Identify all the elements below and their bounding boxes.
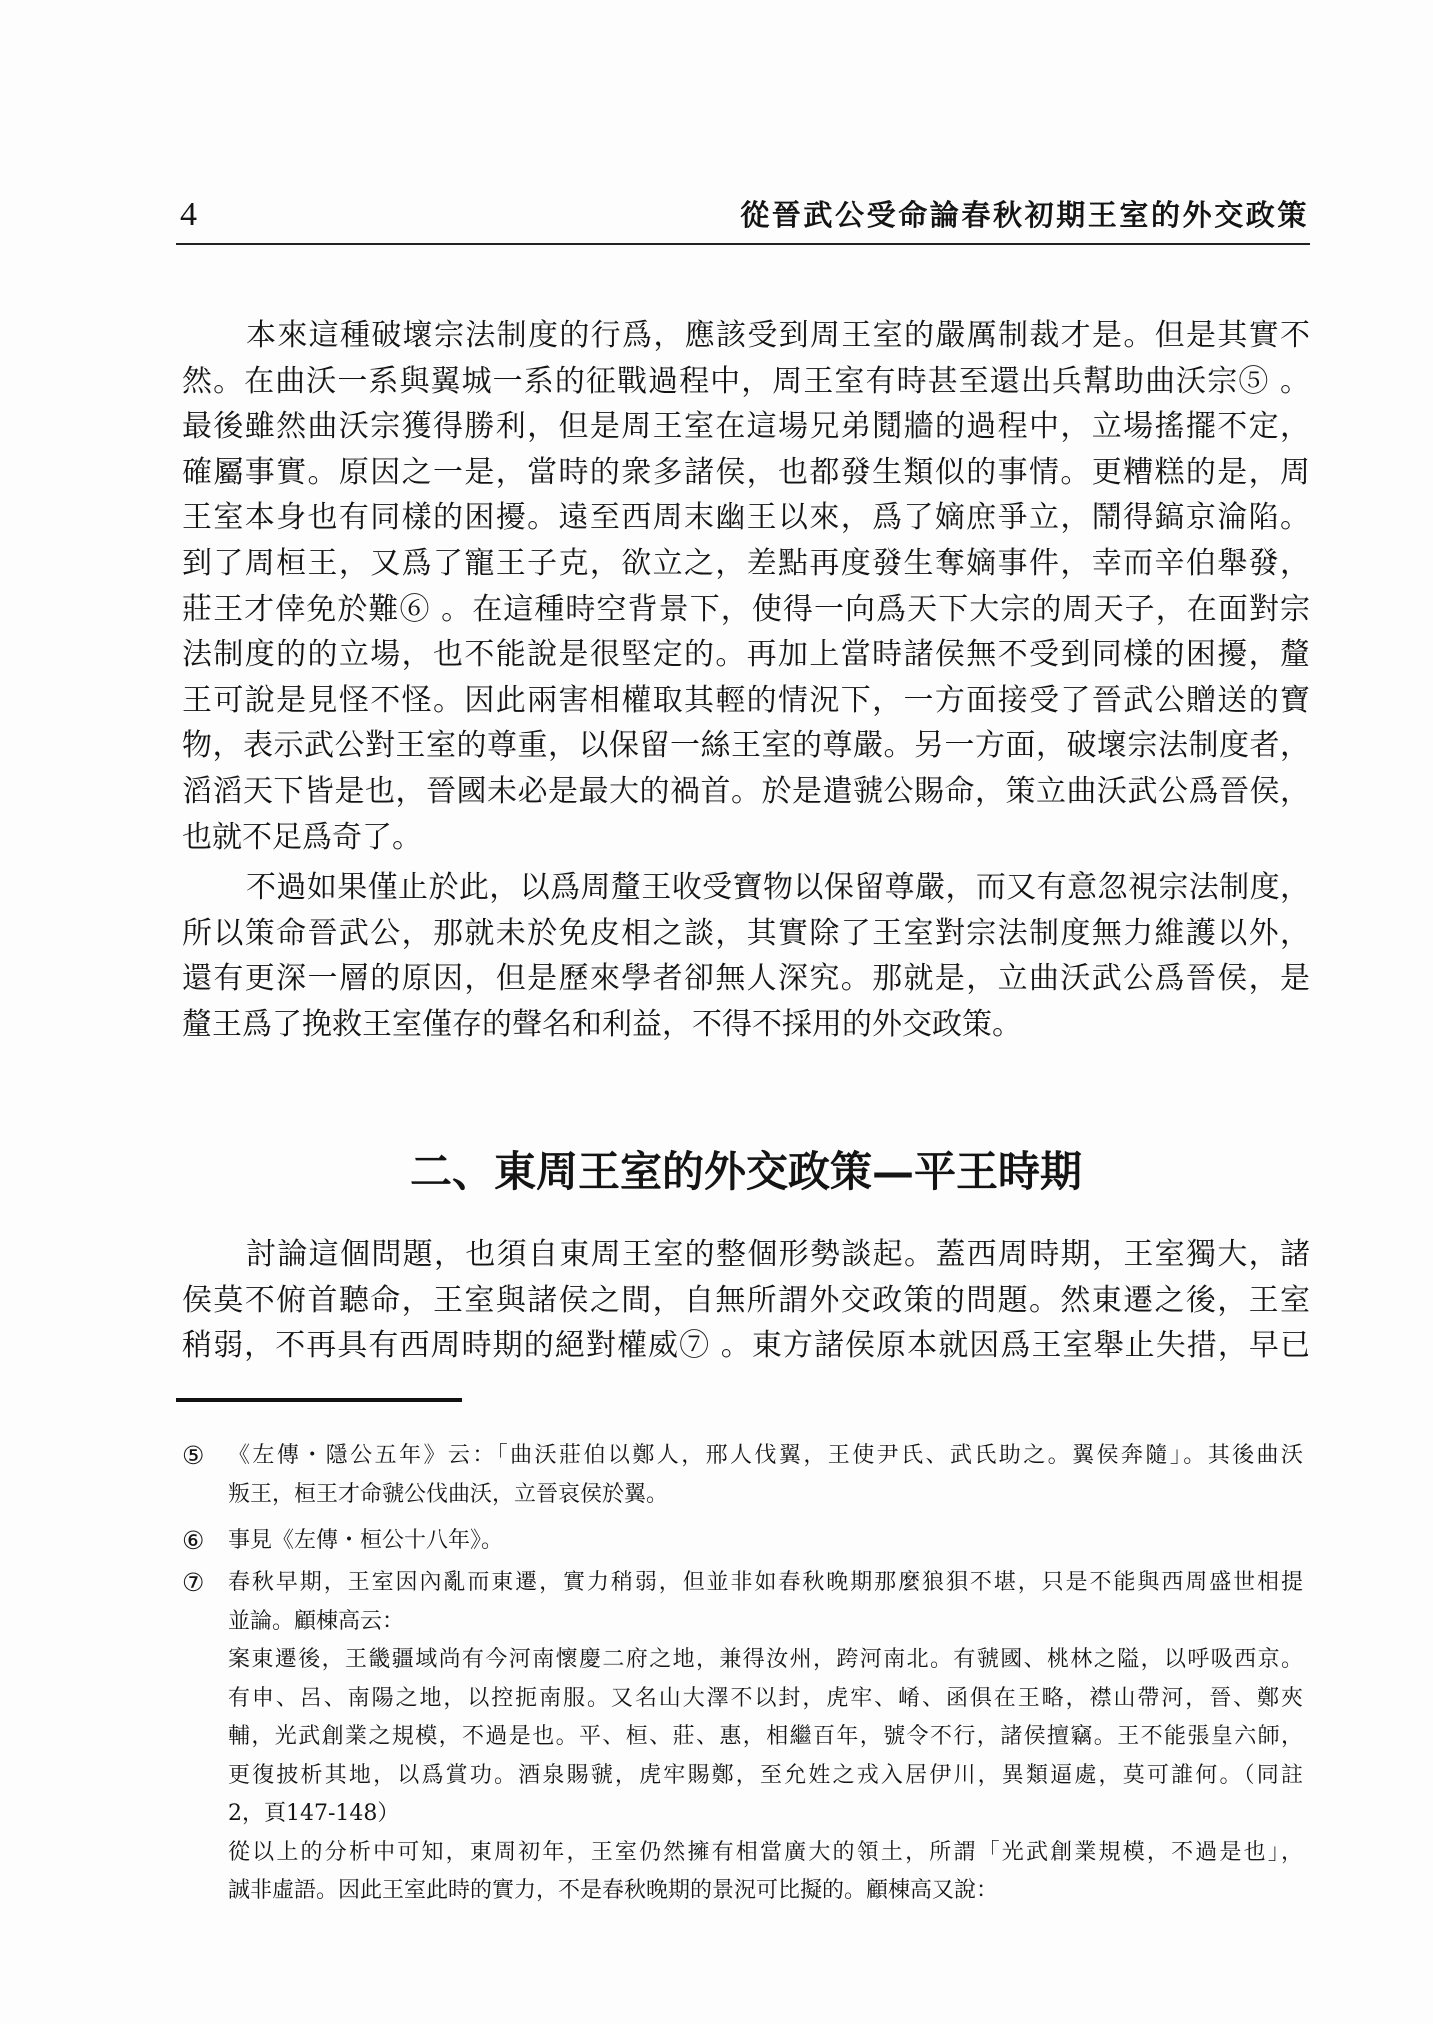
body-line: 所以策命晉武公，那就未於免皮相之談，其實除了王室對宗法制度無力維護以外， xyxy=(182,915,1310,951)
body-line: 最後雖然曲沃宗獲得勝利，但是周王室在這場兄弟鬩牆的過程中，立場搖擺不定， xyxy=(182,409,1310,445)
body-text xyxy=(182,313,1310,1048)
quote-line: 輔，光武創業之規模，不過是也。平、桓、莊、惠，相繼百年，號令不行，諸侯擅竊。王不能張皇六師， xyxy=(228,1724,1303,1749)
footnote xyxy=(182,1564,1303,1911)
footnote-line: 從以上的分析中可知，東周初年，王室仍然擁有相當廣大的領土，所謂「光武創業規模，不過是也」， xyxy=(228,1839,1303,1865)
body-line: 也就不足爲奇了。 xyxy=(182,819,422,855)
footnote-rule xyxy=(176,1398,462,1402)
footnote-marker: ⑥ xyxy=(182,1526,205,1555)
header-rule xyxy=(176,243,1310,245)
body-line: 莊王才倖免於難⑥ 。在這種時空背景下，使得一向爲天下大宗的周天子，在面對宗 xyxy=(182,591,1310,627)
quote-line: 2，頁147-148） xyxy=(228,1801,400,1826)
running-title: 從晉武公受命論春秋初期王室的外交政策 xyxy=(740,198,1309,232)
footnote xyxy=(182,1437,1303,1514)
body-line: 王可說是見怪不怪。因此兩害相權取其輕的情況下，一方面接受了晉武公贈送的寶 xyxy=(182,682,1310,718)
quote-line: 更復披析其地，以爲賞功。酒泉賜虢，虎牢賜鄭，至允姓之戎入居伊川，異類逼處，莫可誰何。（同註 xyxy=(228,1762,1303,1788)
body-line: 滔滔天下皆是也，晉國未必是最大的禍首。於是遣虢公賜命，策立曲沃武公爲晉侯， xyxy=(182,773,1310,809)
footnote-marker: ⑦ xyxy=(182,1568,205,1597)
quote-line: 案東遷後，王畿疆域尚有今河南懷慶二府之地，兼得汝州，跨河南北。有虢國、桃林之隘，以呼吸西京。 xyxy=(228,1647,1303,1672)
footnote xyxy=(182,1522,1303,1561)
body-line: 王室本身也有同樣的困擾。遠至西周末幽王以來，爲了嫡庶爭立，鬧得鎬京淪陷。 xyxy=(182,500,1310,536)
paragraph xyxy=(182,865,1310,1047)
footnote-marker: ⑤ xyxy=(182,1441,205,1470)
footnote-line: 並論。顧棟高云： xyxy=(228,1608,405,1634)
footnote-quote xyxy=(228,1641,1303,1834)
body-line: 不過如果僅止於此，以爲周釐王收受寶物以保留尊嚴，而又有意忽視宗法制度， xyxy=(246,870,1310,906)
footnote-line: 叛王，桓王才命虢公伐曲沃，立晉哀侯於翼。 xyxy=(228,1481,669,1507)
body-line: 到了周桓王，又爲了寵王子克，欲立之，差點再度發生奪嫡事件，幸而辛伯舉發， xyxy=(182,545,1310,581)
body-line: 確屬事實。原因之一是，當時的衆多諸侯，也都發生類似的事情。更糟糕的是，周 xyxy=(182,454,1310,490)
footnote-line: 春秋早期，王室因內亂而東遷，實力稍弱，但並非如春秋晚期那麼狼狽不堪，只是不能與西周盛世相提 xyxy=(228,1570,1303,1595)
body-line: 本來這種破壞宗法制度的行爲，應該受到周王室的嚴厲制裁才是。但是其實不 xyxy=(246,318,1310,353)
body-line: 稍弱，不再具有西周時期的絕對權威⑦ 。東方諸侯原本就因爲王室舉止失措，早已 xyxy=(182,1328,1310,1364)
body-line: 侯莫不俯首聽命，王室與諸侯之間，自無所謂外交政策的問題。然東遷之後，王室 xyxy=(182,1282,1310,1318)
paragraph xyxy=(182,313,1310,860)
footnote-line: 事見《左傳・桓公十八年》。 xyxy=(228,1528,504,1553)
body-line: 討論這個問題，也須自東周王室的整個形勢談起。蓋西周時期，王室獨大，諸 xyxy=(246,1237,1310,1272)
body-line: 釐王爲了挽救王室僅存的聲名和利益，不得不採用的外交政策。 xyxy=(182,1006,1022,1042)
body-line: 法制度的的立場，也不能說是很堅定的。再加上當時諸侯無不受到同樣的困擾，釐 xyxy=(182,637,1310,673)
body-line: 然。在曲沃一系與翼城一系的征戰過程中，周王室有時甚至還出兵幫助曲沃宗⑤ 。 xyxy=(182,363,1310,399)
section-heading: 二、東周王室的外交政策—平王時期 xyxy=(409,1147,1082,1196)
quote-line: 有申、呂、南陽之地，以控扼南服。又名山大澤不以封，虎牢、崤、函俱在王略，襟山帶河，晉、鄭夾 xyxy=(228,1685,1303,1711)
footnote-line: 《左傳・隱公五年》云：「曲沃莊伯以鄭人，邢人伐翼，王使尹氏、武氏助之。翼侯奔隨」。其後曲沃 xyxy=(228,1443,1303,1468)
paragraph xyxy=(182,1232,1310,1369)
footnote-line: 誠非虛語。因此王室此時的實力，不是春秋晚期的景況可比擬的。顧棟高又說： xyxy=(228,1878,999,1903)
page-number: 4 xyxy=(180,196,197,233)
body-line: 物，表示武公對王室的尊重，以保留一絲王室的尊嚴。另一方面，破壞宗法制度者， xyxy=(182,728,1310,764)
footnotes xyxy=(182,1437,1303,1911)
body-line: 還有更深一層的原因，但是歷來學者卻無人深究。那就是，立曲沃武公爲晉侯，是 xyxy=(182,961,1310,997)
